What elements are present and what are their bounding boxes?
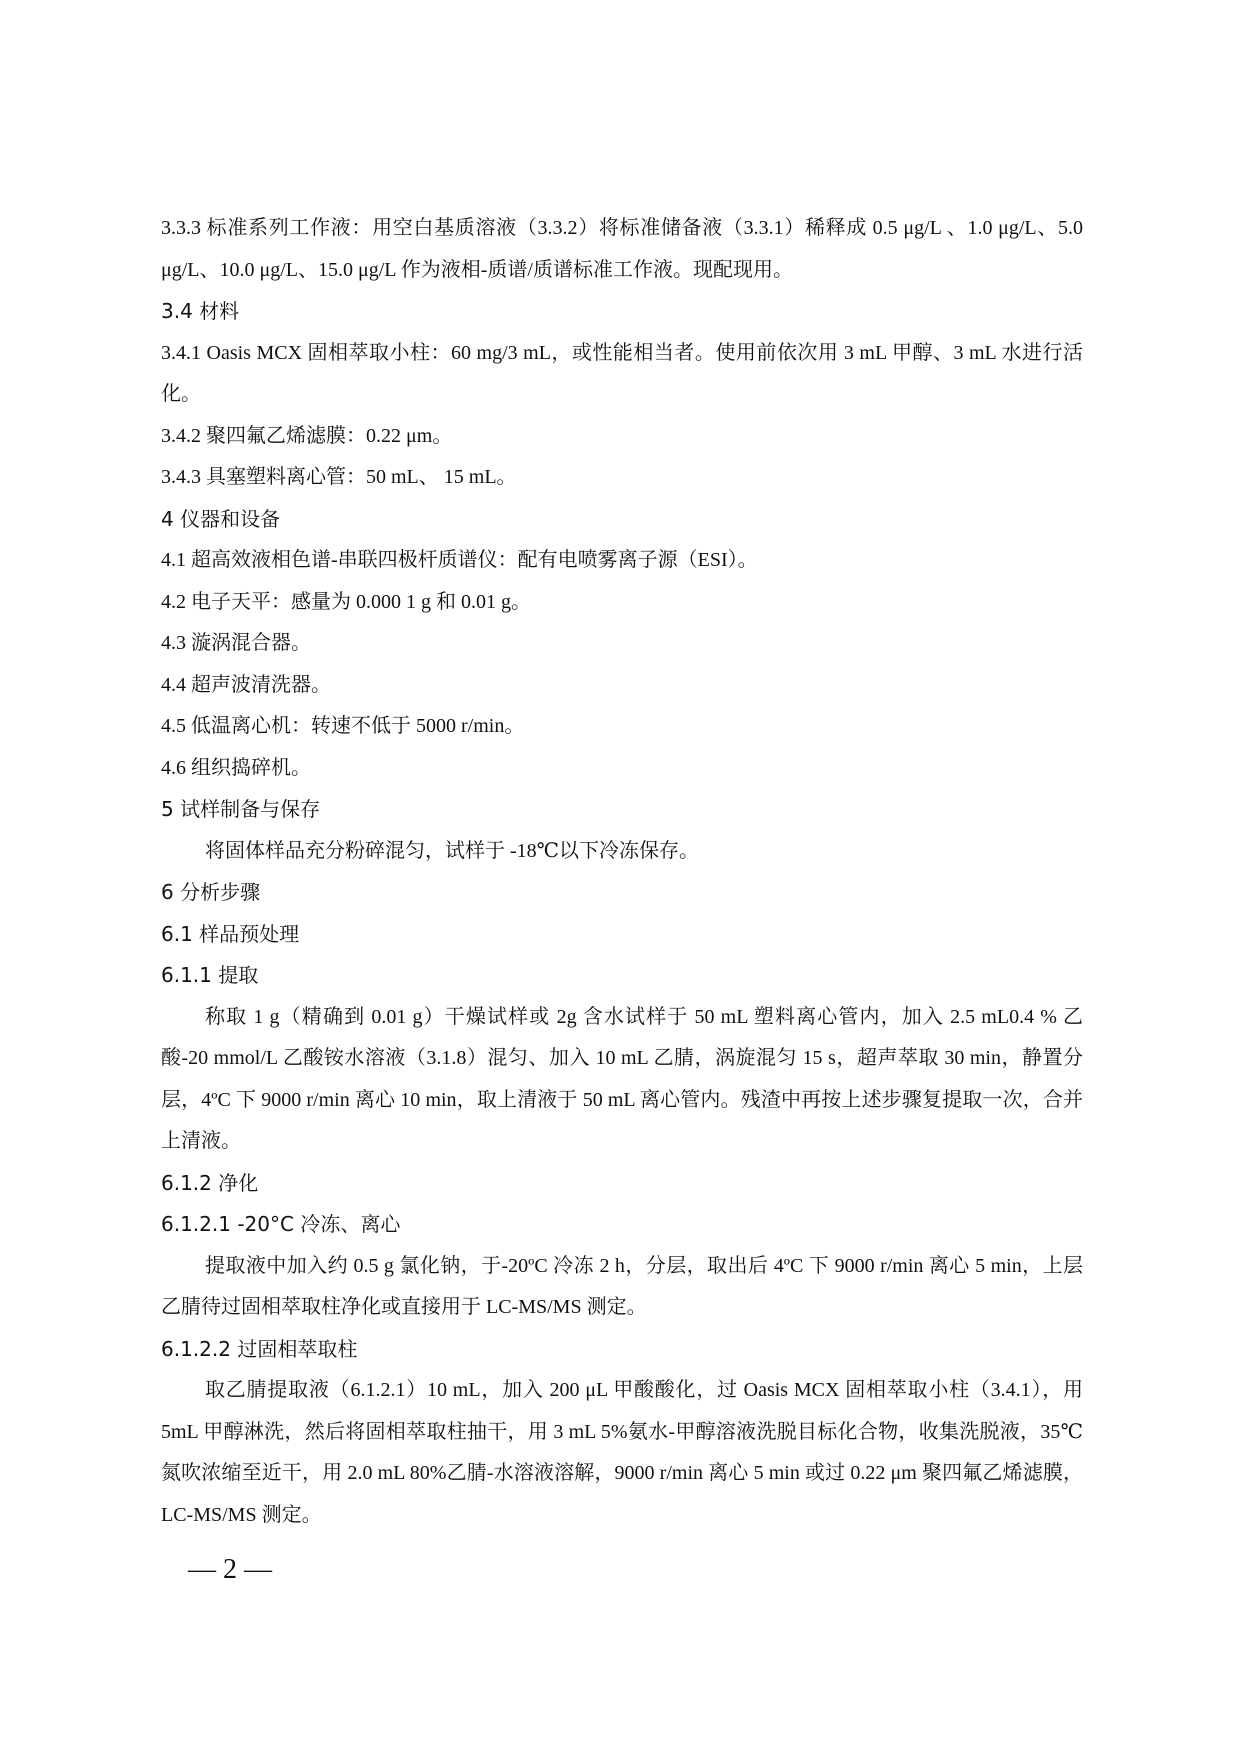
section-heading: 5 试样制备与保存 xyxy=(161,797,321,821)
document-body xyxy=(161,208,1083,1536)
body-paragraph: 3.3.3 标准系列工作液：用空白基质溶液（3.3.2）将标准储备液（3.3.1）稀释成 0.5 μg/L 、1.0 μg/L、5.0 μg/L、10.0 μg/L、15.0 μg/L 作为液相-质谱/质谱标准工作液。现配现用。 xyxy=(161,217,1083,281)
body-paragraph: 3.4.2 聚四氟乙烯滤膜：0.22 μm。 xyxy=(161,424,453,447)
body-paragraph: 称取 1 g（精确到 0.01 g）干燥试样或 2g 含水试样于 50 mL 塑料离心管内，加入 2.5 mL0.4 % 乙酸-20 mmol/L 乙酸铵水溶液（3.1.8）混匀、加入 10 mL 乙腈，涡旋混匀 15 s，超声萃取 30 min，静置分层，4ºC 下 9000 r/min 离心 10 min，取上清液于 50 mL 离心管内。残渣中再按上述步骤复提取一次，合并上清液。 xyxy=(161,1005,1083,1152)
body-paragraph: 4.1 超高效液相色谱-串联四极杆质谱仪：配有电喷雾离子源（ESI）。 xyxy=(161,549,758,571)
section-heading: 6.1.2 净化 xyxy=(161,1170,259,1195)
body-paragraph: 取乙腈提取液（6.1.2.1）10 mL，加入 200 μL 甲酸酸化，过 Oasis MCX 固相萃取小柱（3.4.1），用 5mL 甲醇淋洗，然后将固相萃取柱抽干，用 3 mL 5%氨水-甲醇溶液洗脱目标化合物，收集洗脱液，35℃氮吹浓缩至近干，用 2.0 mL 80%乙腈-水溶液溶解，9000 r/min 离心 5 min 或过 0.22 μm 聚四氟乙烯滤膜，LC-MS/MS 测定。 xyxy=(161,1379,1083,1526)
section-heading: 4 仪器和设备 xyxy=(161,506,281,531)
section-heading: 6.1.2.2 过固相萃取柱 xyxy=(161,1336,358,1361)
section-heading: 3.4 材料 xyxy=(161,299,240,323)
section-heading: 6.1.2.1 -20°C 冷冻、离心 xyxy=(161,1212,401,1236)
body-paragraph: 3.4.1 Oasis MCX 固相萃取小柱：60 mg/3 mL，或性能相当者。使用前依次用 3 mL 甲醇、3 mL 水进行活化。 xyxy=(161,341,1083,405)
section-heading: 6.1 样品预处理 xyxy=(161,921,300,946)
body-paragraph: 4.4 超声波清洗器。 xyxy=(161,673,331,696)
page-number: — 2 — xyxy=(188,1554,272,1585)
body-paragraph: 4.6 组织捣碎机。 xyxy=(161,756,311,779)
body-paragraph: 提取液中加入约 0.5 g 氯化钠，于-20ºC 冷冻 2 h，分层，取出后 4ºC 下 9000 r/min 离心 5 min，上层乙腈待过固相萃取柱净化或直接用于 LC-MS/MS 测定。 xyxy=(161,1254,1083,1318)
body-paragraph: 4.5 低温离心机：转速不低于 5000 r/min。 xyxy=(161,715,525,737)
body-paragraph: 4.3 漩涡混合器。 xyxy=(161,632,311,654)
section-heading: 6 分析步骤 xyxy=(161,880,261,904)
body-paragraph: 4.2 电子天平：感量为 0.000 1 g 和 0.01 g。 xyxy=(161,590,531,613)
body-paragraph: 3.4.3 具塞塑料离心管：50 mL、 15 mL。 xyxy=(161,466,517,488)
body-paragraph: 将固体样品充分粉碎混匀，试样于 -18℃以下冷冻保存。 xyxy=(205,839,700,862)
section-heading: 6.1.1 提取 xyxy=(161,963,259,987)
